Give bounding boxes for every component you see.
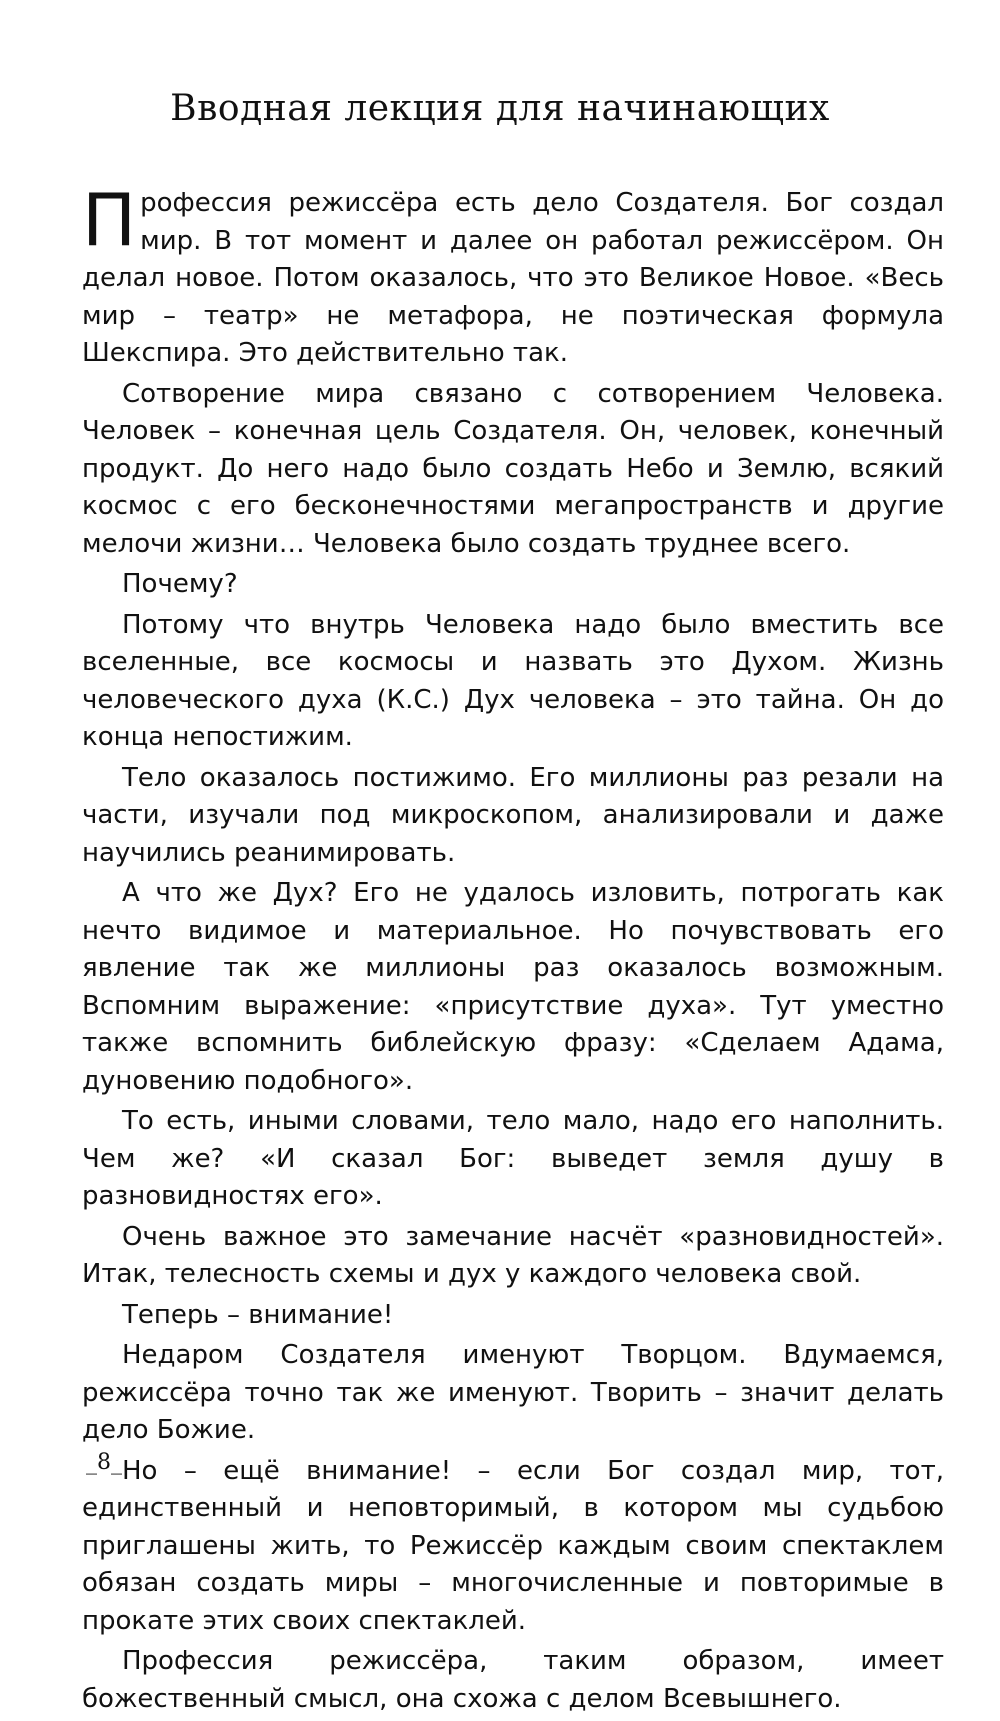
paragraph: Недаром Создателя именуют Творцом. Вдумаемся, режиссёра точно так же именуют. Творить – значит делать дело Божие.	[82, 1340, 944, 1445]
paragraph: Тело оказалось постижимо. Его миллионы раз резали на части, изучали под микроскопом, анализировали и даже научились реанимировать.	[82, 762, 944, 868]
page-number: _8_	[86, 1450, 122, 1475]
paragraph	[82, 178, 944, 373]
drop-cap: П	[82, 178, 137, 262]
chapter-title: Вводная лекция для начинающих	[170, 88, 830, 129]
paragraph: Почему?	[122, 569, 238, 599]
paragraph: То есть, иными словами, тело мало, надо его наполнить. Чем же? «И сказал Бог: выведет земля душу в разновидностях его».	[82, 1106, 944, 1211]
paragraph: Очень важное это замечание насчёт «разновидностей». Итак, телесность схемы и дух у каждого человека свой.	[82, 1221, 944, 1289]
paragraph-text: рофессия режиссёра есть дело Создателя. Бог создал мир. В тот момент и далее он работал режиссёром. Он делал новое. Потом оказалось, что это Великое Новое. «Весь мир – театр» не метафора, не поэтическая формула Шекспира. Это действительно так.	[82, 188, 944, 368]
paragraph: А что же Дух? Его не удалось изловить, потрогать как нечто видимое и материальное. Но почувствовать его явление так же миллионы раз оказалось возможным. Вспомним выражение: «присутствие духа». Тут уместно также вспомнить библейскую фразу: «Сделаем Адама, дуновению подобного».	[82, 878, 944, 1096]
paragraph: Потому что внутрь Человека надо было вместить все вселенные, все космосы и назвать это Духом. Жизнь человеческого духа (К.С.) Дух человека – это тайна. Он до конца непостижим.	[82, 609, 944, 752]
body-text	[82, 178, 944, 1721]
paragraph: Сотворение мира связано с сотворением Человека. Человек – конечная цель Создателя. Он, человек, конечный продукт. До него надо было создать Небо и Землю, всякий космос с его бесконечностями мегапространств и другие мелочи жизни… Человека было создать труднее всего.	[82, 378, 944, 559]
paragraph: Профессия режиссёра, таким образом, имеет божественный смысл, она схожа с делом Всевышнего.	[82, 1646, 944, 1714]
paragraph: Но – ещё внимание! – если Бог создал мир, тот, единственный и неповторимый, в котором мы судьбою приглашены жить, то Режиссёр каждым своим спектаклем обязан создать миры – многочисленные и повторимые в прокате этих своих спектаклей.	[82, 1455, 944, 1636]
paragraph: Теперь – внимание!	[122, 1299, 394, 1330]
